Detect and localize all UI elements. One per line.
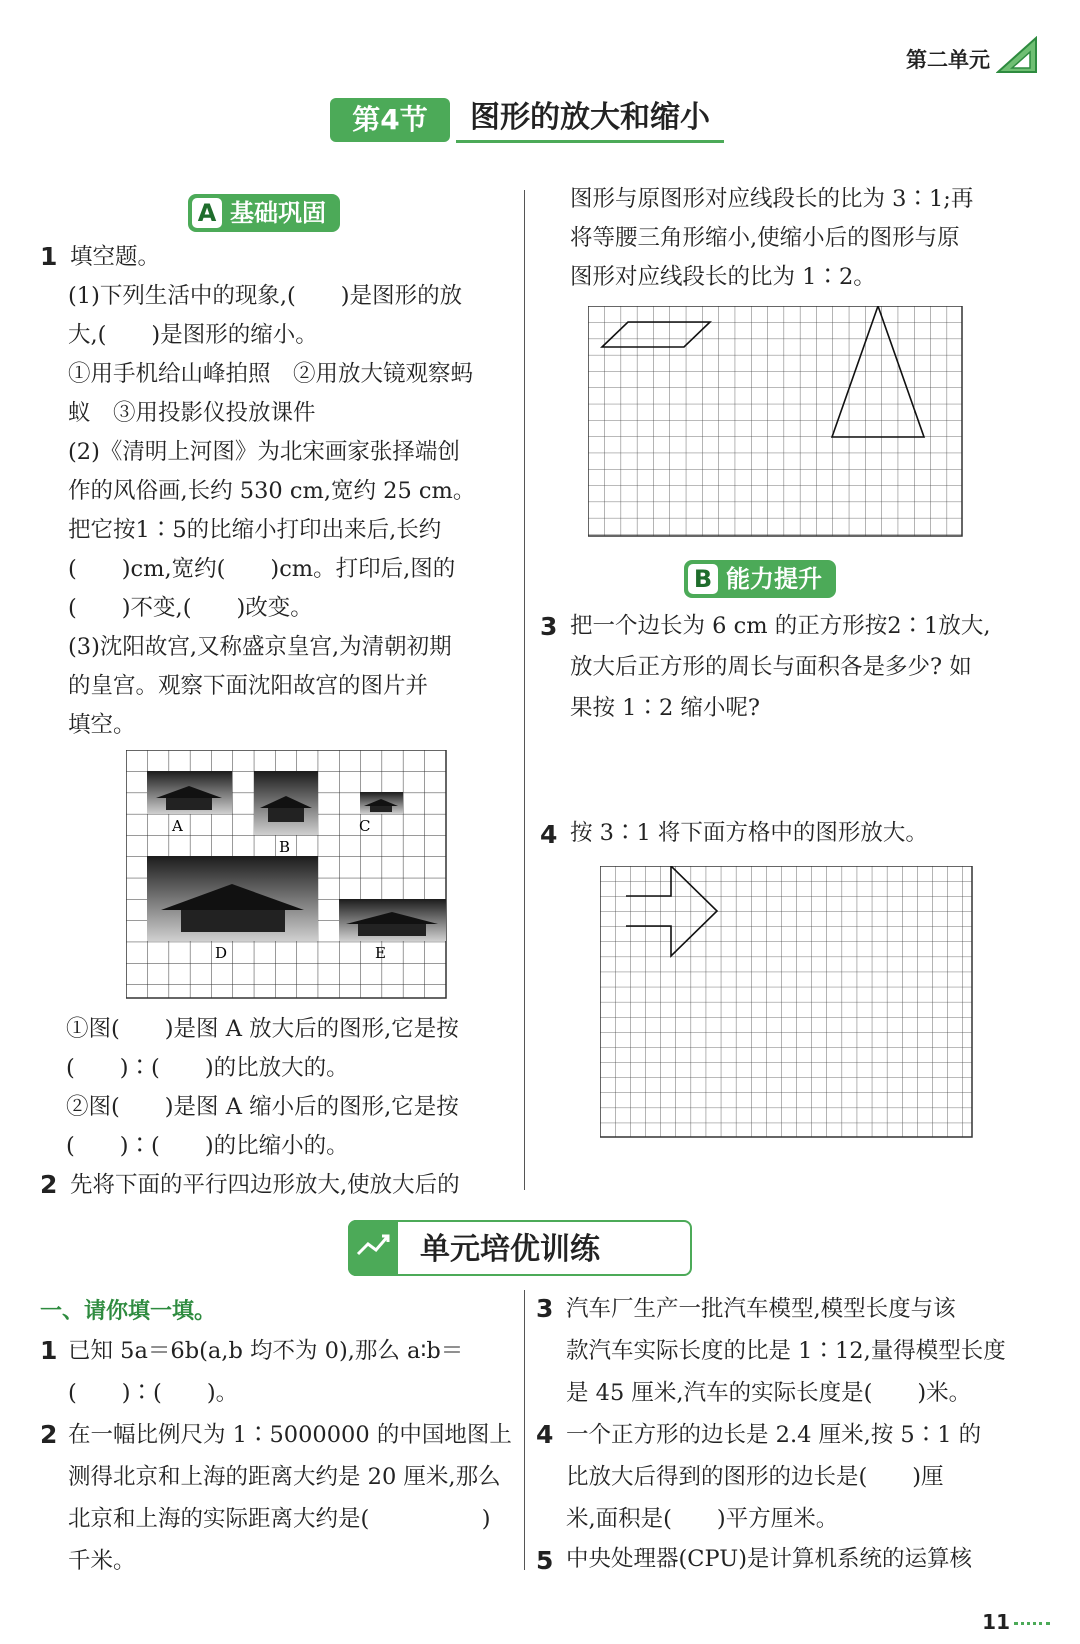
unit-training-title: 单元培优训练 <box>420 1232 600 1267</box>
q2-number: 2 <box>40 1170 58 1199</box>
q1-title: 填空题。 <box>70 244 161 270</box>
palace-label-c: C <box>359 817 371 835</box>
q1-answers: ①图( )是图 A 放大后的图形,它是按 ( )∶( )的比放大的。 ②图( )是图 A 缩小后的图形,它是按 ( )∶( )的比缩小的。 <box>66 1016 459 1159</box>
palace-photo-d <box>147 856 318 941</box>
unit-label: 第二单元 <box>906 48 990 72</box>
column-divider <box>524 190 525 1190</box>
q2-text-cont: 图形与原图形对应线段长的比为 3∶1;再 将等腰三角形缩小,使缩小后的图形与原 图形对应线段长的比为 1∶2。 <box>570 186 974 290</box>
page-number: 11 <box>982 1610 1010 1634</box>
palace-label-e: E <box>375 944 386 962</box>
palace-photo-a <box>147 771 232 814</box>
q1-number: 1 <box>40 242 58 271</box>
ut-item5-number: 5 <box>536 1546 554 1575</box>
ut-item2-text: 在一幅比例尺为 1∶5000000 的中国地图上 测得北京和上海的距离大约是 20 厘米,那么 北京和上海的实际距离大约是( ) 千米。 <box>68 1422 512 1574</box>
part-a-title: 基础巩固 <box>230 199 326 227</box>
part-b-title: 能力提升 <box>726 565 822 593</box>
section-badge: 第4节 <box>330 98 450 142</box>
ruler-triangle-icon <box>996 36 1040 74</box>
part-a-badge <box>188 194 340 232</box>
ut-item2-number: 2 <box>40 1420 58 1449</box>
palace-label-d: D <box>215 944 228 962</box>
part-a-letter: A <box>192 198 222 228</box>
ut-item3-number: 3 <box>536 1294 554 1323</box>
q2-line1: 先将下面的平行四边形放大,使放大后的 <box>70 1172 460 1198</box>
palace-photo-b <box>254 771 318 835</box>
q4-number: 4 <box>540 820 558 849</box>
ut-item1-text: 已知 5a＝6b(a,b 均不为 0),那么 a∶b＝ ( )∶( )。 <box>68 1338 464 1406</box>
ut-item4-text: 一个正方形的边长是 2.4 厘米,按 5∶1 的 比放大后得到的图形的边长是( )厘 米,面积是( )平方厘米。 <box>566 1422 982 1532</box>
palace-label-a: A <box>172 817 183 835</box>
q3-text: 把一个边长为 6 cm 的正方形按2∶1放大, 放大后正方形的周长与面积各是多少? 如 果按 1∶2 缩小呢? <box>570 613 991 721</box>
q1-text: (1)下列生活中的现象,( )是图形的放 大,( )是图形的缩小。 ①用手机给山峰拍照 ②用放大镜观察蚂 蚁 ③用投影仪投放课件 (2)《清明上河图》为北宋画家张择端创 作的风俗画,长约 530 cm,宽约 25 cm。 把它按1∶5的比缩小打印出来后,长约 ( )cm,宽约( )cm。打印后,图的 ( )不变,( )改变。 (3)沈阳故宫,又称盛京皇宫,为清朝初期 的皇宫。观察下面沈阳故宫的图片并 填空。 <box>68 283 476 738</box>
q3-number: 3 <box>540 612 558 641</box>
part-b-letter: B <box>688 564 718 594</box>
palace-label-b: B <box>279 838 291 856</box>
palace-image-grid <box>126 750 448 1000</box>
palace-photo-c <box>360 792 403 814</box>
ut-item3-text: 汽车厂生产一批汽车模型,模型长度与该 款汽车实际长度的比是 1∶12,量得模型长度 是 45 厘米,汽车的实际长度是( )米。 <box>566 1296 1006 1406</box>
palace-photo-e <box>339 899 446 941</box>
q4-text: 按 3∶1 将下面方格中的图形放大。 <box>570 820 928 846</box>
ut-item5-text: 中央处理器(CPU)是计算机系统的运算核 <box>566 1546 972 1572</box>
part-b-badge <box>684 560 836 598</box>
ut-item1-number: 1 <box>40 1336 58 1365</box>
ut-item4-number: 4 <box>536 1420 554 1449</box>
fill-in-heading: 一、请你填一填。 <box>40 1299 217 1324</box>
q2-drawing-grid <box>588 306 964 538</box>
q4-drawing-grid <box>600 866 974 1139</box>
section-title: 图形的放大和缩小 <box>456 96 724 143</box>
page-number-dots <box>1014 1622 1050 1628</box>
trend-up-icon <box>348 1220 398 1276</box>
bottom-column-divider <box>524 1290 525 1570</box>
